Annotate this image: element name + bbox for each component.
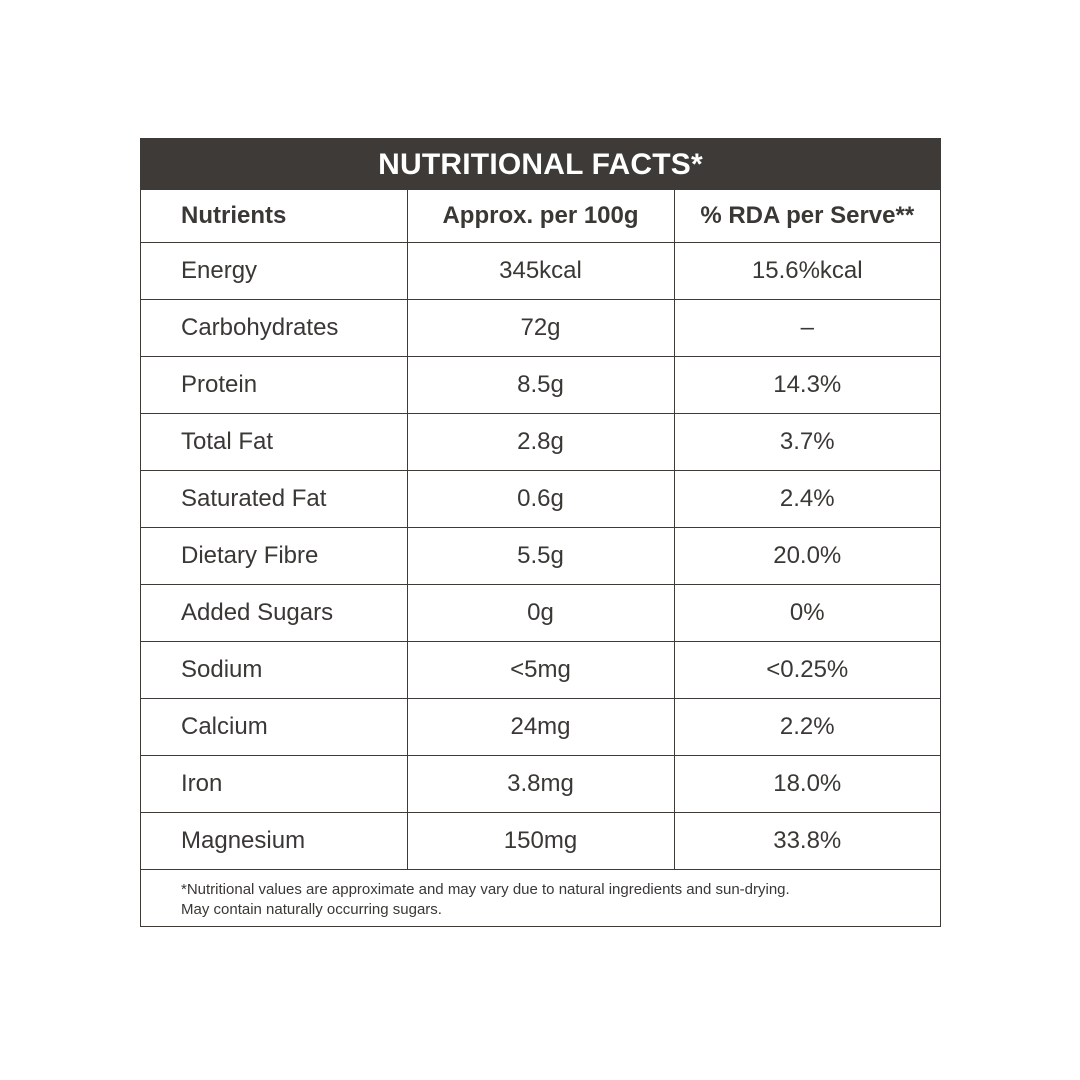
column-header-rda: % RDA per Serve** (674, 190, 940, 242)
cell-per-100g: 2.8g (407, 413, 674, 470)
cell-per-100g: 0.6g (407, 470, 674, 527)
cell-per-100g: 72g (407, 299, 674, 356)
cell-nutrient: Magnesium (141, 812, 407, 869)
cell-nutrient: Added Sugars (141, 584, 407, 641)
cell-rda: 14.3% (674, 356, 940, 413)
cell-per-100g: 5.5g (407, 527, 674, 584)
nutrition-facts-panel (140, 138, 941, 927)
cell-rda: 0% (674, 584, 940, 641)
table-row (141, 299, 940, 356)
table-row (141, 584, 940, 641)
table-row (141, 698, 940, 755)
column-header-per-100g: Approx. per 100g (407, 190, 674, 242)
cell-nutrient: Protein (141, 356, 407, 413)
cell-rda: 2.2% (674, 698, 940, 755)
cell-rda: 2.4% (674, 470, 940, 527)
column-header-nutrients: Nutrients (141, 190, 407, 242)
table-row (141, 470, 940, 527)
footnote (141, 870, 940, 926)
cell-rda: – (674, 299, 940, 356)
cell-per-100g: <5mg (407, 641, 674, 698)
table-row (141, 413, 940, 470)
cell-per-100g: 8.5g (407, 356, 674, 413)
cell-rda: 18.0% (674, 755, 940, 812)
cell-per-100g: 0g (407, 584, 674, 641)
cell-rda: <0.25% (674, 641, 940, 698)
nutrition-table (141, 190, 940, 870)
cell-per-100g: 3.8mg (407, 755, 674, 812)
footnote-line-2: May contain naturally occurring sugars. (181, 900, 442, 918)
cell-nutrient: Carbohydrates (141, 299, 407, 356)
cell-nutrient: Calcium (141, 698, 407, 755)
cell-nutrient: Dietary Fibre (141, 527, 407, 584)
cell-per-100g: 345kcal (407, 242, 674, 299)
table-row (141, 527, 940, 584)
footnote-line-1: *Nutritional values are approximate and may vary due to natural ingredients and sun-drying. (181, 880, 790, 898)
cell-nutrient: Sodium (141, 641, 407, 698)
table-body (141, 242, 940, 869)
table-row (141, 812, 940, 869)
table-header-row (141, 190, 940, 242)
cell-per-100g: 150mg (407, 812, 674, 869)
cell-nutrient: Iron (141, 755, 407, 812)
table-row (141, 641, 940, 698)
table-row (141, 356, 940, 413)
table-row (141, 242, 940, 299)
cell-rda: 15.6%kcal (674, 242, 940, 299)
table-row (141, 755, 940, 812)
cell-rda: 33.8% (674, 812, 940, 869)
cell-nutrient: Saturated Fat (141, 470, 407, 527)
cell-rda: 20.0% (674, 527, 940, 584)
cell-rda: 3.7% (674, 413, 940, 470)
panel-title: NUTRITIONAL FACTS* (141, 139, 940, 190)
cell-per-100g: 24mg (407, 698, 674, 755)
cell-nutrient: Total Fat (141, 413, 407, 470)
cell-nutrient: Energy (141, 242, 407, 299)
